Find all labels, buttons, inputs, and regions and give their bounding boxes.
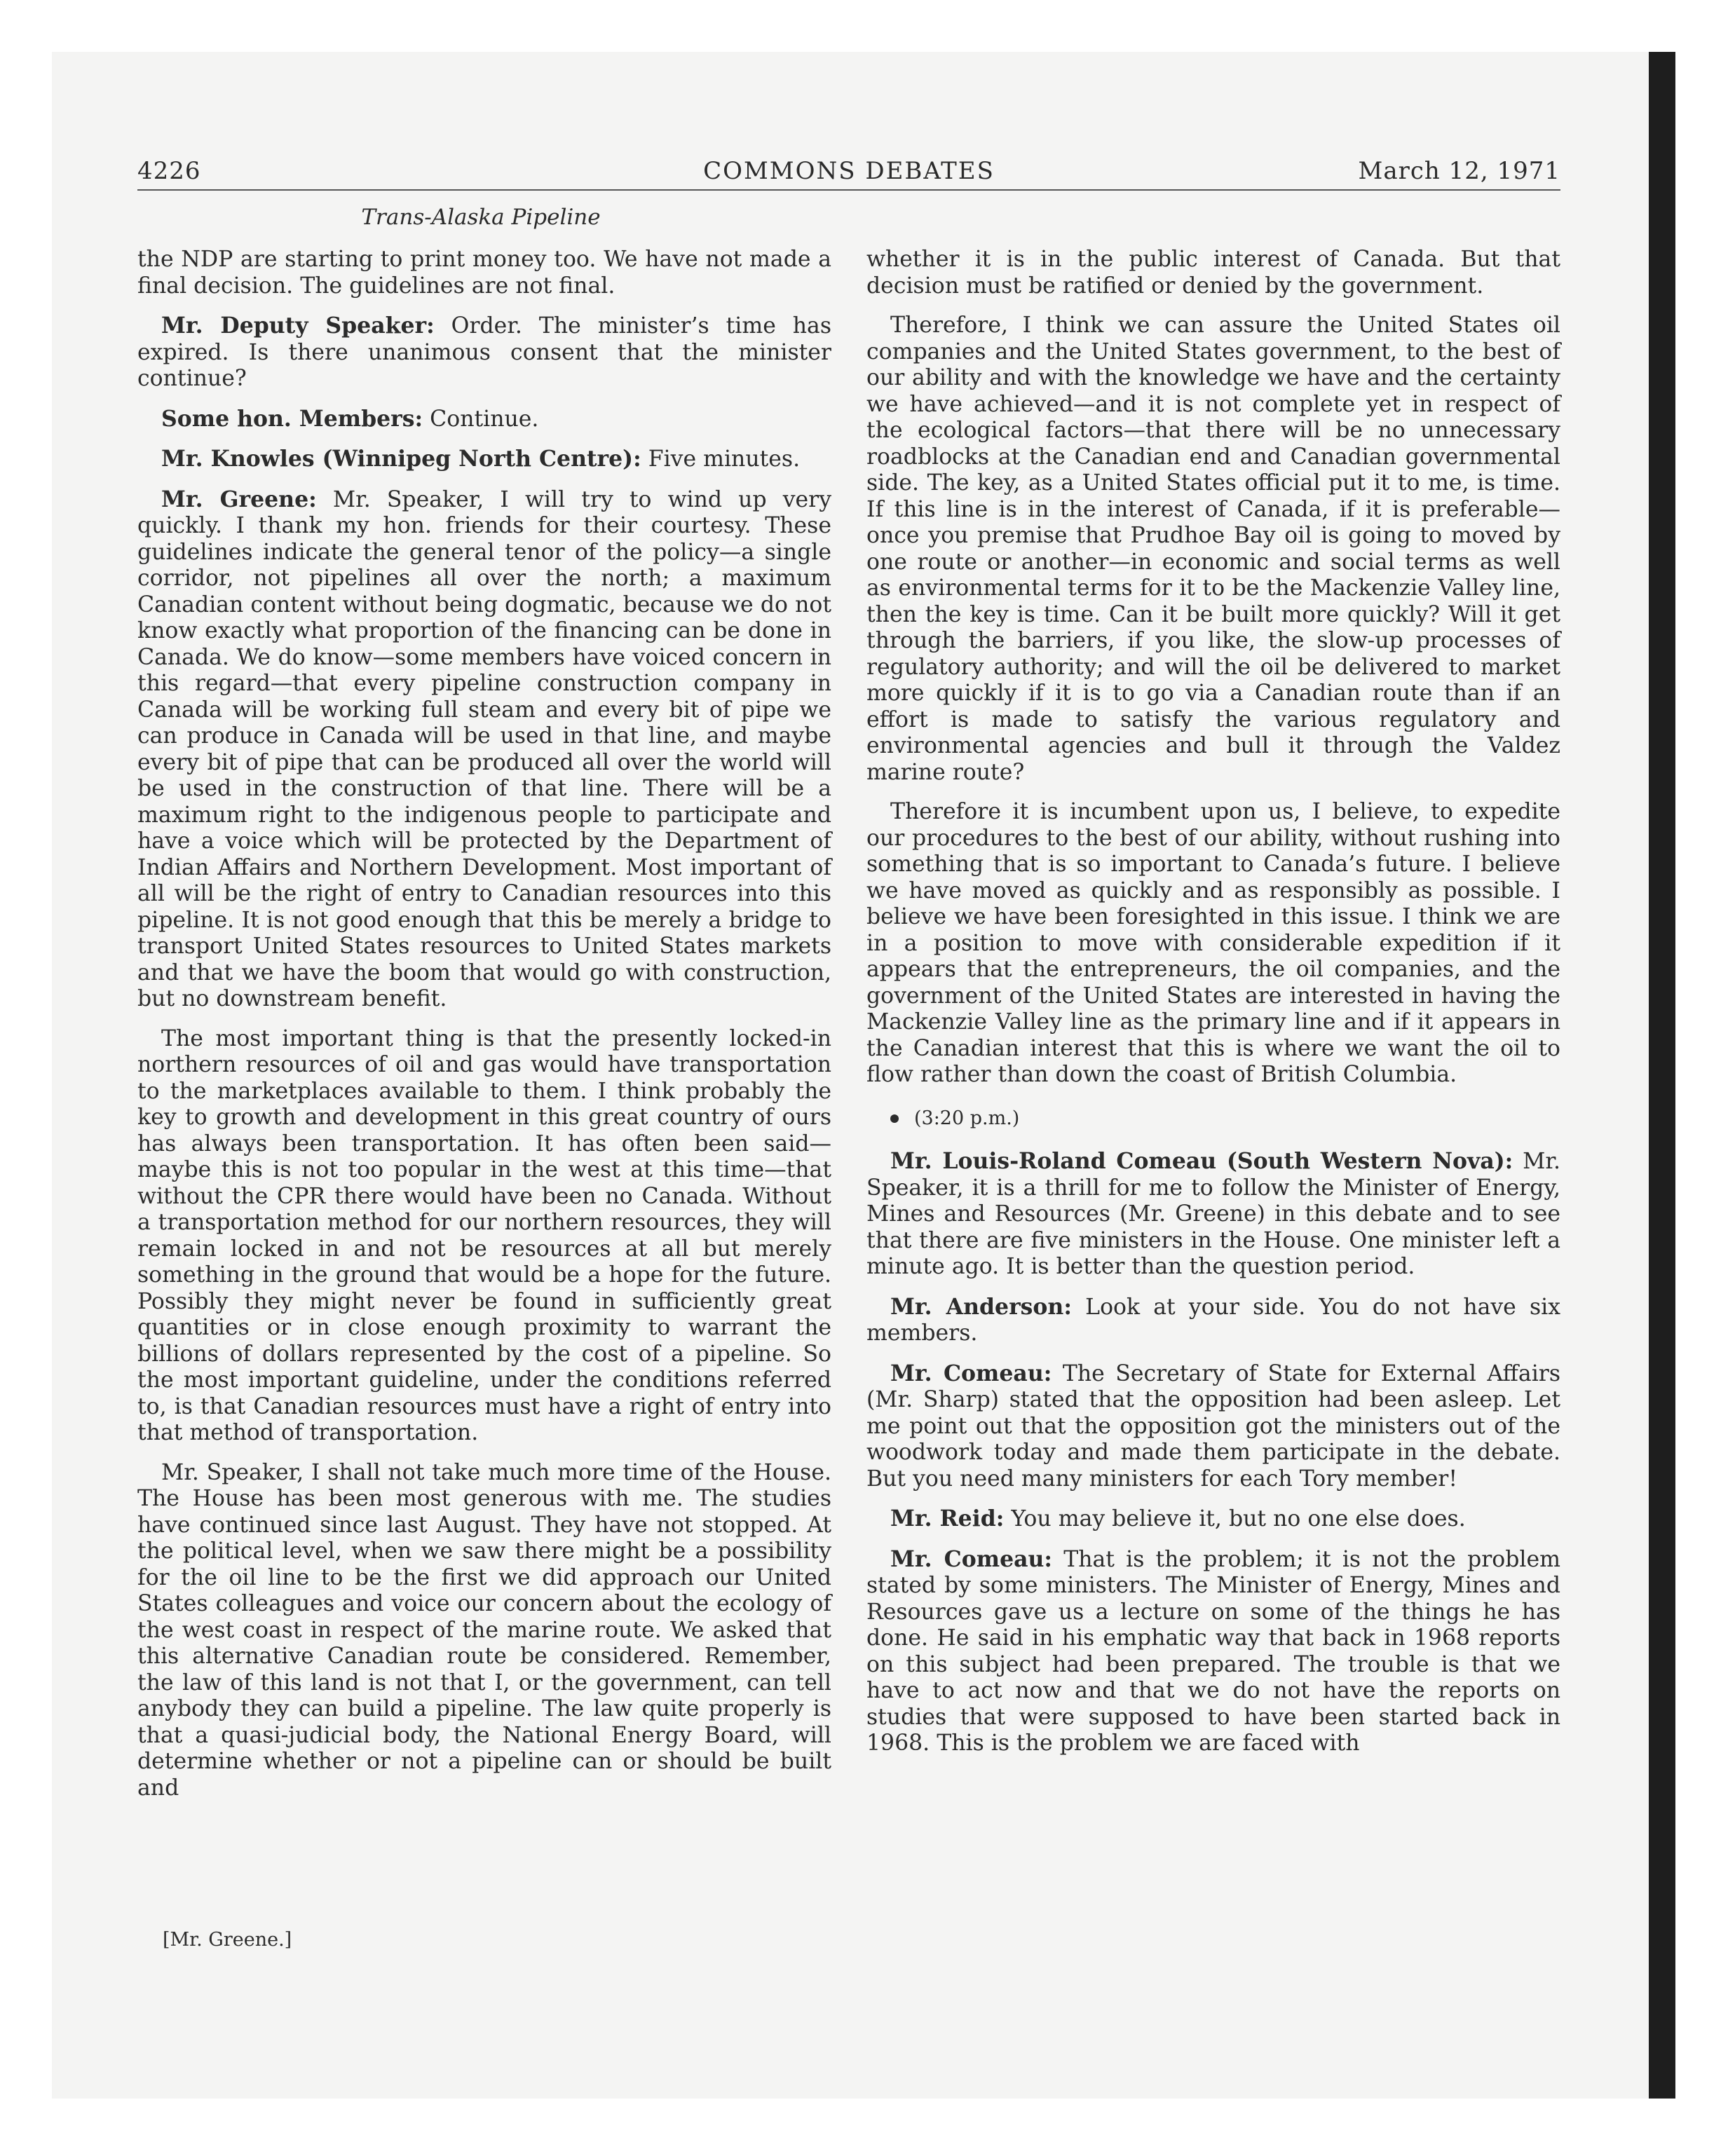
footer-speaker: [Mr. Greene.] <box>163 1929 292 1951</box>
speaker-name: Mr. Anderson: <box>890 1293 1072 1320</box>
paragraph-text: Continue. <box>430 406 539 432</box>
paragraph-text: Mr. Speaker, I shall not take much more time of the House. The House has been most generous with me. The studies have continued since last August. They have not stopped. At the political level, when we saw there might be a possibility for the oil line to be the first we did approach our United States colleagues and voice our concern about the ecology of the west coast in respect of the marine route. We asked that this alternative Canadian route be considered. Remember, the law of this land is not that I, or the government, can tell anybody they can build a pipeline. The law quite properly is that a quasi-judicial body, the National Energy Board, will determine whether or not a pipeline can or should be built and <box>137 1459 831 1801</box>
time-text: (3:20 p.m.) <box>914 1107 1020 1129</box>
time-marker <box>866 1105 1560 1132</box>
speaker-name: Some hon. Members: <box>161 405 423 432</box>
running-head <box>137 157 1560 191</box>
paragraph <box>137 247 831 299</box>
document-page <box>137 157 1561 1951</box>
paragraph-text: Therefore it is incumbent upon us, I believe, to expedite our procedures to the best of our ability, without rushing into something that is so important to Canada’s future. I believe we have moved as quickly and as responsibly as possible. I believe we have been foresighted in this issue. I think we are in a position to move with considerable expedition if it appears that the entrepreneurs, the oil companies, and the government of the United States are interested in having the Mackenzie Valley line as the primary line and if it appears in the Canadian interest that this is where we want the oil to flow rather than down the coast of British Columbia. <box>866 799 1560 1087</box>
page-number: 4226 <box>137 157 201 185</box>
paragraph-text: Order. The minister’s time has expired. Is there unanimous consent that the minister continue? <box>137 313 831 391</box>
debate-subject: Trans-Alaska Pipeline <box>361 205 601 230</box>
paragraph <box>866 1546 1560 1757</box>
publication-date: March 12, 1971 <box>1358 157 1560 185</box>
left-column <box>137 247 831 1815</box>
paragraph <box>866 1148 1560 1281</box>
paragraph <box>137 446 831 473</box>
paragraph <box>137 406 831 433</box>
paragraph-text: That is the problem; it is not the problem stated by some ministers. The Minister of Energy, Mines and Resources gave us a lecture on some of the things he has done. He said in his emphatic way that back in 1968 reports on this subject had been prepared. The trouble is that we have to act now and that we do not have the reports on studies that were supposed to have been started back in 1968. This is the problem we are faced with <box>866 1546 1561 1756</box>
paragraph <box>866 1360 1560 1493</box>
paragraph-text: the NDP are starting to print money too. We have not made a final decision. The guidelines are not final. <box>137 247 831 299</box>
paragraph-text: The most important thing is that the presently locked-in northern resources of oil and gas would have transportation to the marketplaces available to them. I think probably the key to growth and development in this great country of ours has always been transportation. It has often been said—maybe this is not too popular in the west at this time—that without the CPR there would have been no Canada. Without a transportation method for our northern resources, they will remain locked in and not be resources at all but merely something in the ground that would be a hope for the future. Possibly they might never be found in sufficiently great quantities or in close enough proximity to warrant the billions of dollars represented by the cost of a pipeline. So the most important guideline, under the conditions referred to, is that Canadian resources must have a right of entry into that method of transportation. <box>137 1025 831 1445</box>
paragraph-text: Look at your side. You do not have six members. <box>866 1294 1561 1346</box>
paragraph <box>866 1294 1560 1347</box>
speaker-name: Mr. Comeau: <box>890 1360 1052 1386</box>
binding-edge <box>1649 52 1675 2099</box>
paragraph <box>137 1026 831 1447</box>
publication-title: COMMONS DEBATES <box>703 157 995 185</box>
speaker-name: Mr. Louis-Roland Comeau (South Western Nova): <box>890 1148 1513 1174</box>
right-column <box>866 247 1560 1770</box>
paragraph-text: Mr. Speaker, I will try to wind up very quickly. I thank my hon. friends for their courtesy. These guidelines indicate the general tenor of the policy—a single corridor, not pipelines all over the north; a maximum Canadian content without being dogmatic, because we do not know exactly what proportion of the financing can be done in Canada. We do know—some members have voiced concern in this regard—that every pipeline construction company in Canada will be working full steam and every bit of pipe we can produce in Canada will be used in that line, and maybe every bit of pipe that can be produced all over the world will be used in the construction of that line. There will be a maximum right to the indigenous people to participate and have a voice which will be protected by the Department of Indian Affairs and Northern Development. Most important of all will be the right of entry to Canadian resources into this pipeline. It is not good enough that this be merely a bridge to transport United States resources to United States markets and that we have the boom that would go with construction, but no downstream benefit. <box>137 486 832 1011</box>
speaker-name: Mr. Comeau: <box>890 1546 1053 1572</box>
paragraph <box>866 247 1560 299</box>
paragraph <box>137 313 831 393</box>
speaker-name: Mr. Greene: <box>161 486 317 512</box>
paragraph <box>866 799 1560 1089</box>
paragraph-text: Mr. Speaker, it is a thrill for me to follow the Minister of Energy, Mines and Resources (Mr. Greene) in this debate and to see that there are five ministers in the House. One minister left a minute ago. It is better than the question period. <box>866 1149 1561 1279</box>
paragraph-text: The Secretary of State for External Affairs (Mr. Sharp) stated that the opposition had been asleep. Let me point out that the opposition got the ministers out of the woodwork today and made them participate in the debate. But you need many ministers for each Tory member! <box>866 1360 1561 1492</box>
bullet-icon <box>890 1114 899 1123</box>
paragraph <box>137 486 831 1013</box>
speaker-name: Mr. Reid: <box>890 1506 1005 1531</box>
paragraph-text: Five minutes. <box>648 446 801 472</box>
paragraph-text: Therefore, I think we can assure the United States oil companies and the United States government, to the best of our ability and with the knowledge we have and the certainty we have achieved—and it is not complete yet in respect of the ecological factors—that there will be no unnecessary roadblocks at the Canadian end and Canadian governmental side. The key, as a United States official put it to me, is time. If this line is in the interest of Canada, if it is preferable—once you premise that Prudhoe Bay oil is going to moved by one route or another—in economic and social terms as well as environmental terms for it to be the Mackenzie Valley line, then the key is time. Can it be built more quickly? Will it get through the barriers, if you like, the slow-up processes of regulatory authority; and will the oil be delivered to market more quickly if it is to go via a Canadian route than if an effort is made to satisfy the various regulatory and environmental agencies and bull it through the Valdez marine route? <box>866 313 1560 785</box>
paragraph-text: You may believe it, but no one else does. <box>1011 1506 1466 1531</box>
paragraph-text: whether it is in the public interest of Canada. But that decision must be ratified or denied by the government. <box>866 247 1560 299</box>
paragraph <box>866 313 1560 786</box>
speaker-name: Mr. Deputy Speaker: <box>161 313 435 339</box>
paragraph <box>866 1506 1560 1533</box>
paragraph <box>137 1460 831 1802</box>
speaker-name: Mr. Knowles (Winnipeg North Centre): <box>161 446 641 472</box>
